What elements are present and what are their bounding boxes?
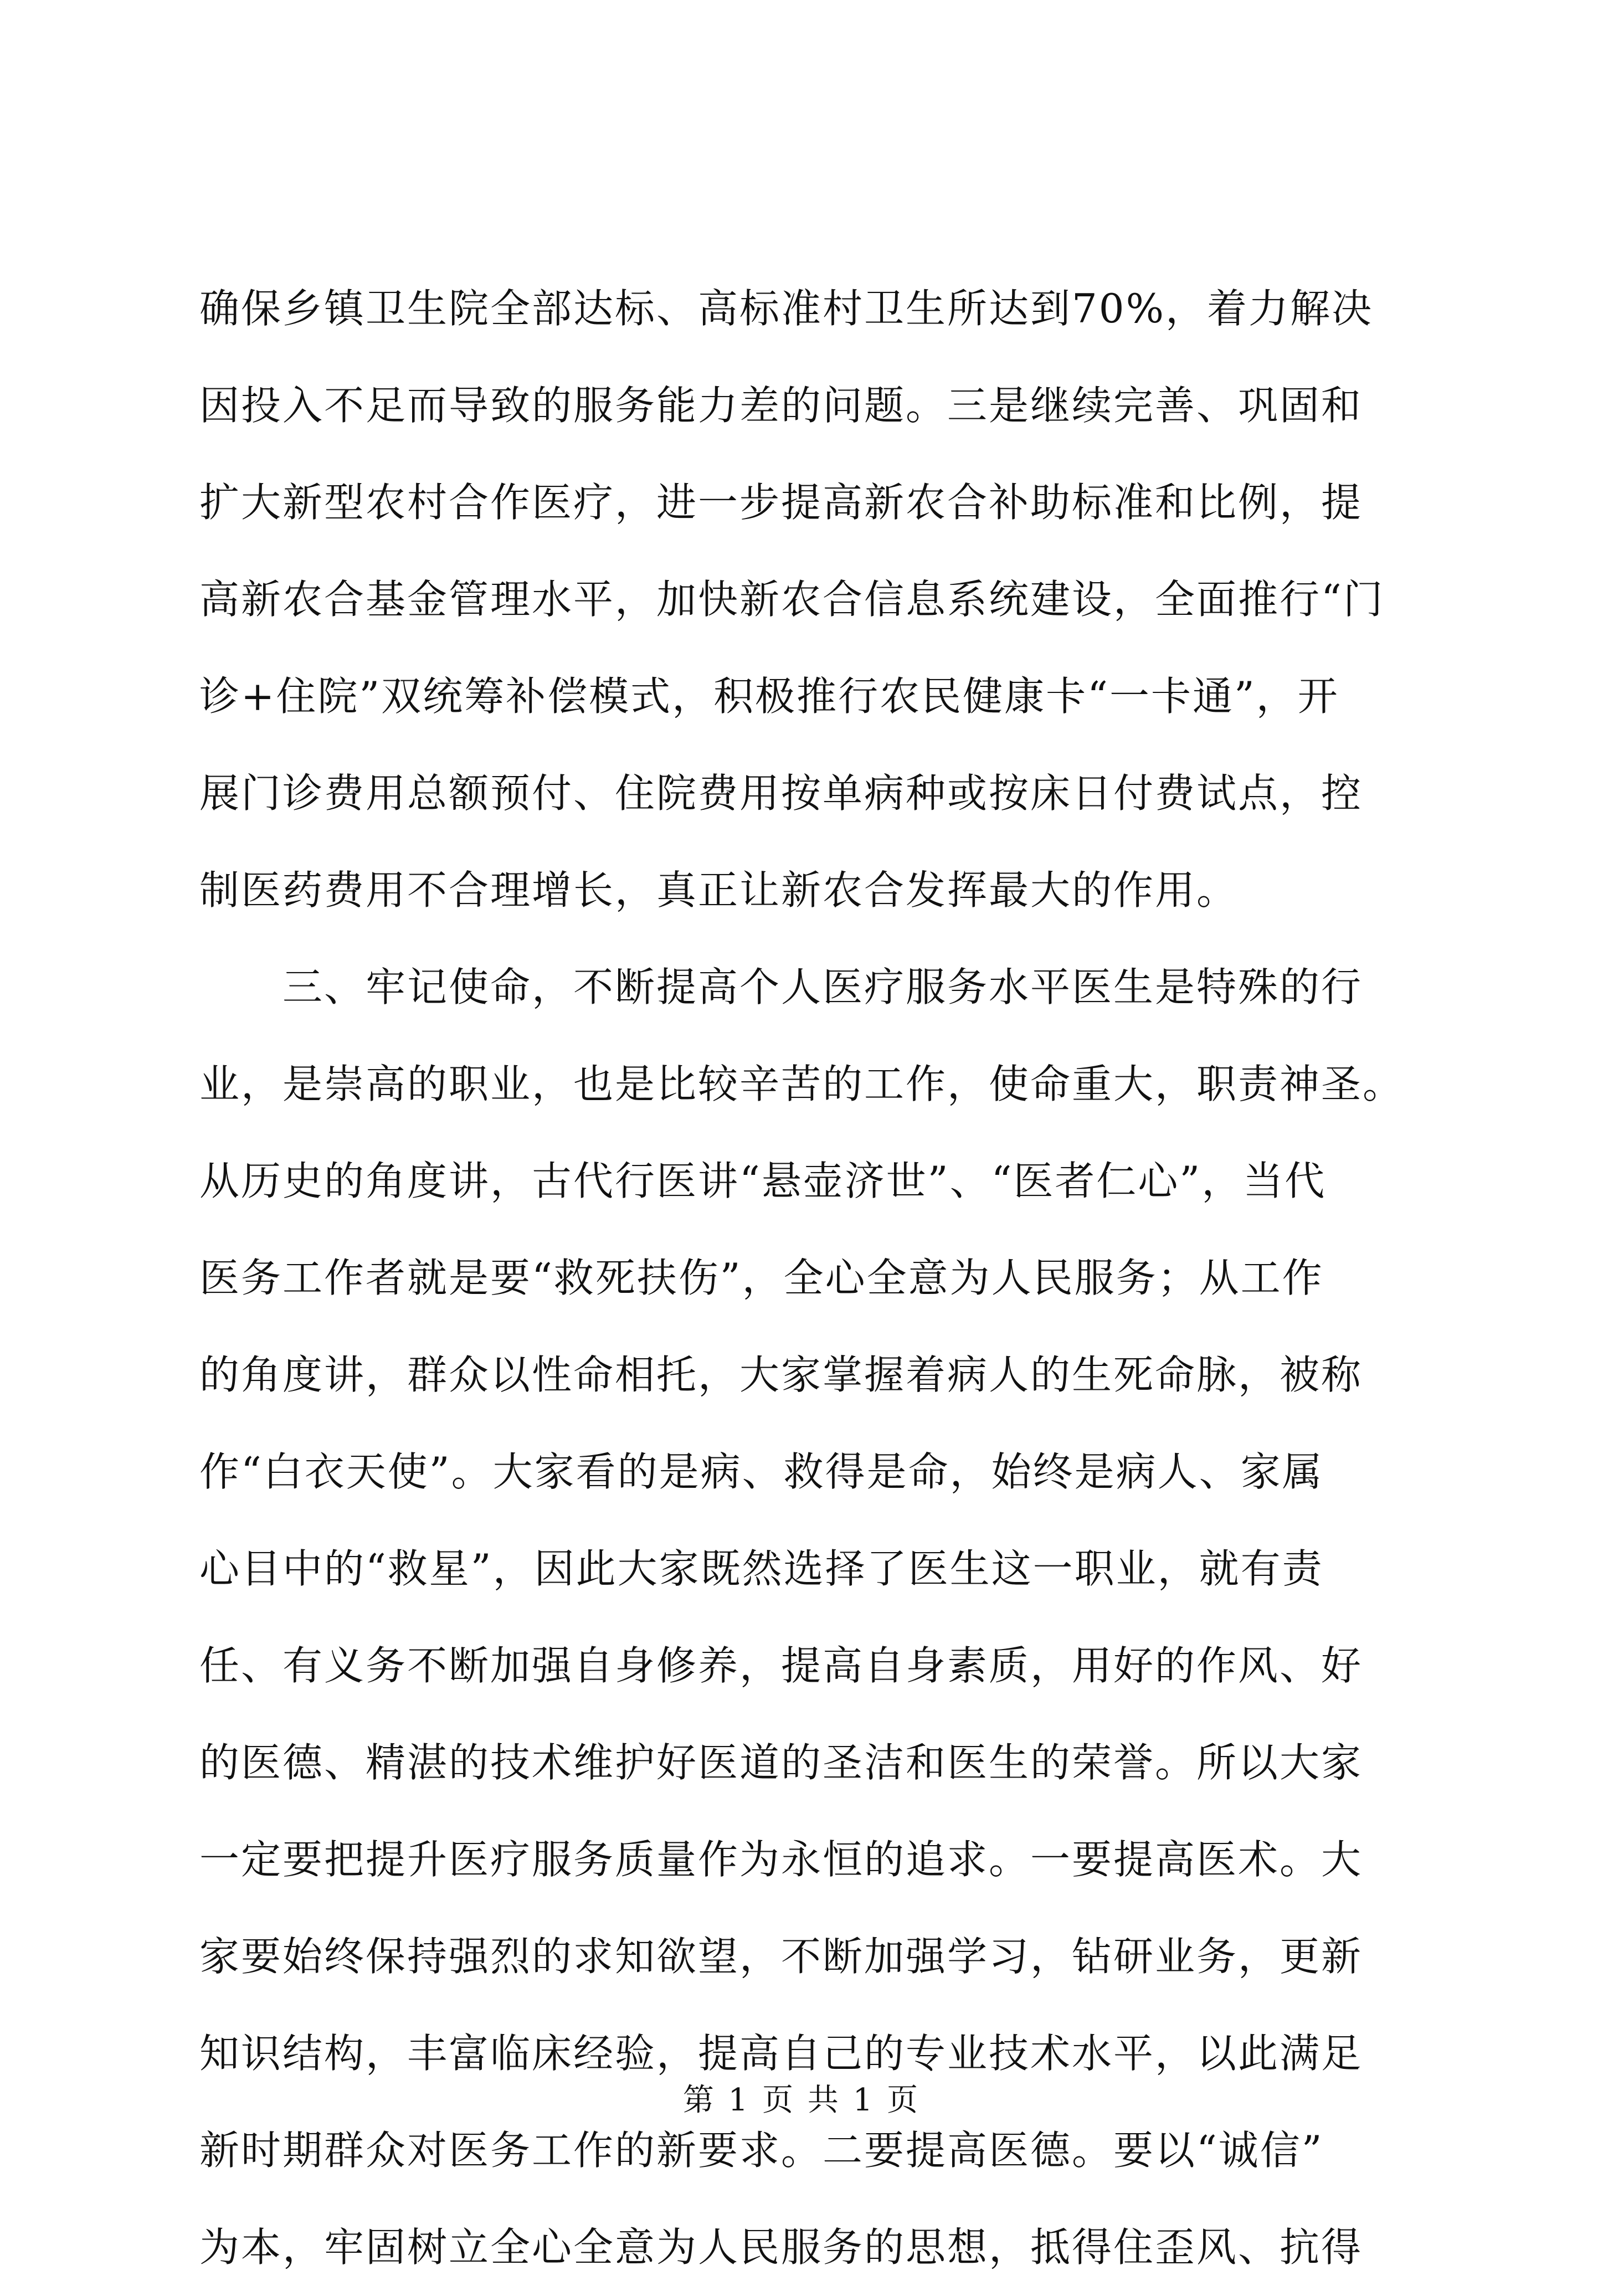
text-line: 因投入不足而导致的服务能力差的问题。三是继续完善、巩固和 <box>199 382 1363 429</box>
text-line: 为本，牢固树立全心全意为人民服务的思想，抵得住歪风、抗得 <box>199 2224 1363 2271</box>
text-line: 三、牢记使命，不断提高个人医疗服务水平医生是特殊的行 <box>199 964 1363 1010</box>
text-line: 一定要把提升医疗服务质量作为永恒的追求。一要提高医术。大 <box>199 1836 1363 1883</box>
text-line: 新时期群众对医务工作的新要求。二要提高医德。要以“诚信” <box>199 2127 1324 2174</box>
text-line: 扩大新型农村合作医疗，进一步提高新农合补助标准和比例，提 <box>199 479 1363 526</box>
text-line: 诊+住院”双统筹补偿模式，积极推行农民健康卡“一卡通”，开 <box>199 673 1339 720</box>
text-line: 知识结构，丰富临床经验，提高自己的专业技术水平，以此满足 <box>199 2030 1363 2077</box>
page-number-label: 第 1 页 共 1 页 <box>682 2082 921 2118</box>
text-line: 高新农合基金管理水平，加快新农合信息系统建设，全面推行“门 <box>199 576 1385 623</box>
text-line: 确保乡镇卫生院全部达标、高标准村卫生所达到70%，着力解决 <box>199 285 1374 332</box>
page-footer <box>0 2078 1603 2123</box>
text-line: 任、有义务不断加强自身修养，提高自身素质，用好的作风、好 <box>199 1642 1363 1689</box>
text-line: 从历史的角度讲，古代行医讲“悬壶济世”、“医者仁心”，当代 <box>199 1158 1327 1204</box>
text-line: 的医德、精湛的技术维护好医道的圣洁和医生的荣誉。所以大家 <box>199 1739 1363 1786</box>
text-line: 心目中的“救星”，因此大家既然选择了医生这一职业，就有责 <box>199 1545 1324 1592</box>
text-line: 业，是崇高的职业，也是比较辛苦的工作，使命重大，职责神圣。 <box>199 1061 1405 1107</box>
text-line: 医务工作者就是要“救死扶伤”，全心全意为人民服务；从工作 <box>199 1255 1324 1301</box>
body-text <box>199 260 1412 2296</box>
text-line: 家要始终保持强烈的求知欲望，不断加强学习，钻研业务，更新 <box>199 1933 1363 1980</box>
text-line: 制医药费用不合理增长，真正让新农合发挥最大的作用。 <box>199 867 1239 913</box>
text-line: 的角度讲，群众以性命相托，大家掌握着病人的生死命脉，被称 <box>199 1352 1363 1398</box>
text-line: 作“白衣天使”。大家看的是病、救得是命，始终是病人、家属 <box>199 1449 1324 1495</box>
text-line: 展门诊费用总额预付、住院费用按单病种或按床日付费试点，控 <box>199 770 1363 816</box>
